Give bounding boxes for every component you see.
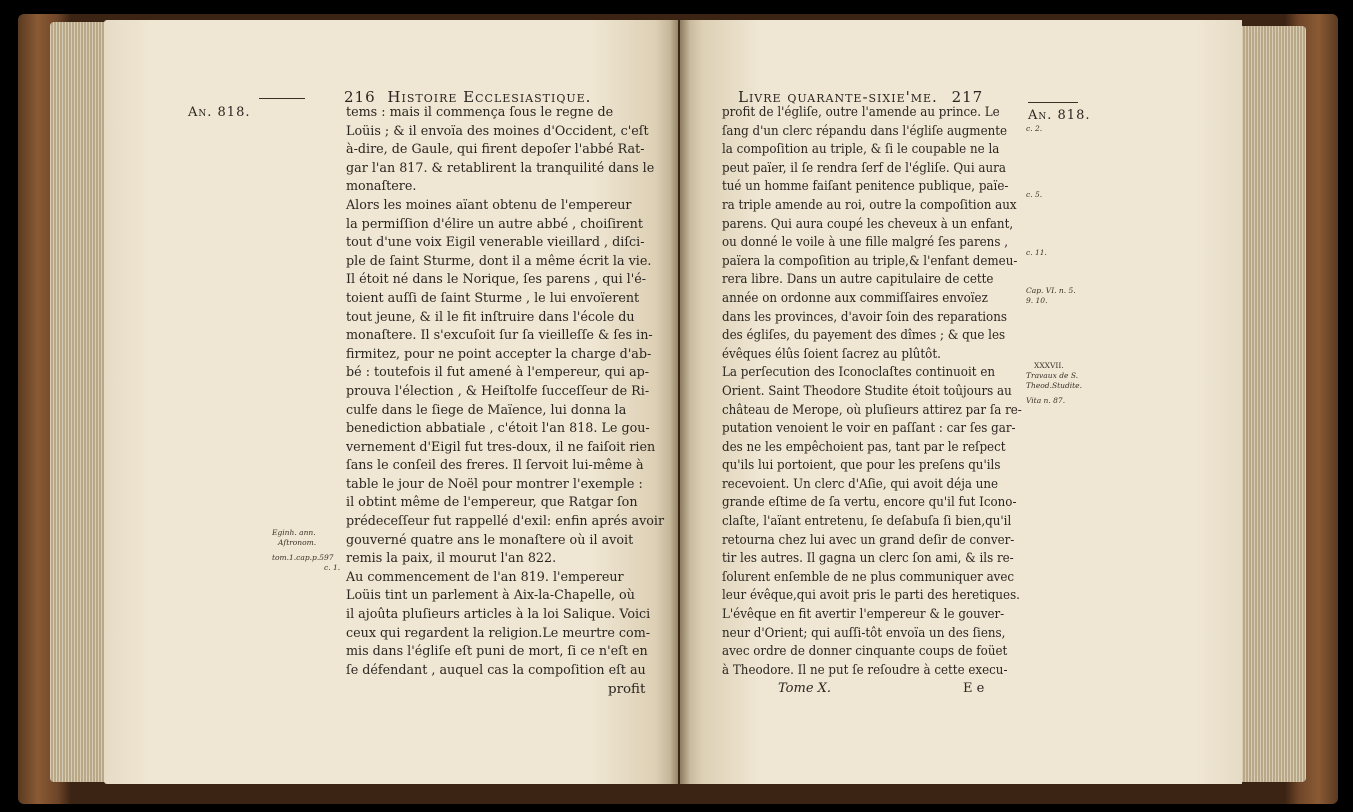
text-line: culfe dans le ſiege de Maïence, lui donna la — [346, 402, 627, 418]
text-line: la permiſſion d'élire un autre abbé , choiſirent — [346, 216, 643, 232]
text-line: Il étoit né dans le Norique, ſes parens , qui l'é- — [346, 272, 647, 288]
text-line: avec ordre de donner cinquante coups de foüet — [722, 644, 1008, 660]
text-line: prédeceſſeur fut rappellé d'exil: enfin aprés avoir — [346, 514, 665, 530]
text-line: païera la compoſition au triple,& l'enfant demeu- — [722, 253, 1018, 269]
margin-note: c. 1. — [324, 563, 341, 572]
year-label: An. 818. — [188, 105, 251, 120]
text-line: recevoient. Un clerc d'Aſie, qui avoit déja une — [722, 476, 999, 492]
margin-note: tom.1.cap.p.597 — [272, 553, 334, 562]
text-line: Orient. Saint Theodore Studite étoit toûjours au — [722, 383, 1012, 399]
text-line: monaſtere. Il s'excuſoit ſur ſa vieilleſſe & ſes in- — [346, 328, 653, 344]
text-line: il ajoûta pluſieurs articles à la loi Salique. Voici — [346, 607, 651, 623]
left-page — [104, 20, 678, 784]
text-line: benediction abbatiale , c'étoit l'an 818. Le gou- — [346, 421, 650, 437]
text-line: leur évêque,qui avoit pris le parti des heretiques. — [722, 588, 1020, 604]
margin-note: 9. 10. — [1026, 296, 1048, 305]
text-line: la compoſition au triple, & ſi le coupable ne la — [722, 142, 1000, 158]
text-line: neur d'Orient; qui auſſi-tôt envoïa un des ſiens, — [722, 625, 1006, 641]
text-line: rera libre. Dans un autre capitulaire de cette — [722, 272, 994, 288]
text-line: Loüis tint un parlement à Aix-la-Chapelle, où — [346, 588, 635, 604]
margin-note: XXXVII. — [1034, 361, 1064, 370]
text-line: il obtint même de l'empereur, que Ratgar ſon — [346, 495, 638, 511]
text-line: ple de ſaint Sturme, dont il a même écrit la vie. — [346, 253, 652, 269]
text-line: toient auſſi de ſaint Sturme , le lui envoïerent — [346, 290, 640, 306]
text-line: ceux qui regardent la religion.Le meurtre com- — [346, 625, 651, 641]
text-line: tir les autres. Il gagna un clerc ſon ami, & ils re- — [722, 551, 1014, 567]
text-line: château de Merope, où pluſieurs attirez par ſa re- — [722, 402, 1022, 418]
left-body-text — [346, 104, 681, 680]
text-line: tué un homme faiſant penitence publique, païe- — [722, 179, 1009, 195]
margin-note: c. 5. — [1026, 190, 1043, 199]
signature-mark: E e — [963, 681, 985, 696]
catchword: profit — [608, 682, 646, 697]
text-line: claſte, l'aïant entretenu, ſe deſabuſa ſi bien,qu'il — [722, 514, 1012, 530]
text-line: ſang d'un clerc répandu dans l'égliſe augmente — [722, 123, 1008, 139]
text-line: mis dans l'égliſe eſt puni de mort, ſi ce n'eſt en — [346, 644, 648, 660]
text-line: grande eſtime de ſa vertu, encore qu'il fut Icono- — [722, 495, 1017, 511]
text-line: Au commencement de l'an 819. l'empereur — [346, 569, 624, 585]
text-line: tems : mais il commença ſous le regne de — [346, 105, 614, 120]
text-line: prouva l'élection , & Heiſtolfe ſucceſſeur de Ri- — [346, 383, 650, 399]
text-line: parens. Qui aura coupé les cheveux à un enfant, — [722, 216, 1014, 232]
running-head-title: Histoire Ecclesiastique. — [387, 88, 592, 106]
header-rule — [1028, 102, 1078, 103]
text-line: retourna chez lui avec un grand deſir de conver- — [722, 532, 1015, 548]
text-line: gar l'an 817. & retablirent la tranquilité dans le — [346, 160, 655, 176]
text-line: des égliſes, du payement des dîmes ; & que les — [722, 328, 1006, 344]
page-number: 217 — [951, 88, 984, 106]
text-line: L'évêque en fit avertir l'empereur & le gouver- — [722, 607, 1005, 623]
text-line: dans les provinces, d'avoir ſoin des reparations — [722, 309, 1007, 325]
margin-note: c. 11. — [1026, 248, 1047, 257]
margin-note: Aſtronom. — [278, 538, 317, 547]
text-line: ou donné le voile à une fille malgré ſes parens , — [722, 235, 1008, 251]
header-rule — [259, 98, 305, 99]
book-gutter — [670, 20, 690, 784]
text-line: remis la paix, il mourut l'an 822. — [346, 551, 557, 567]
margin-note: Vita n. 87. — [1026, 396, 1066, 405]
text-line: évêques élûs ſoient ſacrez au plûtôt. — [722, 346, 941, 362]
text-line: table le jour de Noël pour montrer l'exemple : — [346, 476, 643, 492]
text-line: peut païer, il ſe rendra ſerf de l'égliſe. Qui aura — [722, 160, 1006, 176]
text-line: tout d'une voix Eigil venerable vieillard , diſci- — [346, 235, 645, 251]
year-label: An. 818. — [1028, 108, 1091, 123]
text-line: ſans le conſeil des freres. Il ſervoit lui-même à — [346, 458, 644, 474]
page-edges-left — [50, 22, 110, 782]
running-head-title: Livre quarante-sixie'me. — [738, 88, 938, 106]
margin-note: Theod.Studite. — [1026, 381, 1082, 390]
page-number: 216 — [344, 88, 376, 106]
text-line: vernement d'Eigil fut tres-doux, il ne faiſoit rien — [346, 439, 656, 455]
text-line: qu'ils lui portoient, que pour les preſens qu'ils — [722, 458, 1001, 474]
text-line: monaſtere. — [346, 179, 417, 195]
signature-tome: Tome X. — [778, 681, 832, 696]
text-line: profit de l'égliſe, outre l'amende au prince. Le — [722, 105, 1000, 120]
margin-note: Eginh. ann. — [272, 528, 316, 537]
page-edges-right — [1240, 26, 1306, 782]
text-line: putation venoient le voir en paſſant : car ſes gar- — [722, 421, 1016, 437]
text-line: Alors les moines aïant obtenu de l'empereur — [346, 197, 632, 213]
right-body-text — [722, 104, 1060, 680]
text-line: des ne les empêchoient pas, tant par le reſpect — [722, 439, 1006, 455]
text-line: ſolurent enſemble de ne plus communiquer avec — [722, 569, 1015, 585]
text-line: à-dire, de Gaule, qui firent depoſer l'abbé Rat- — [346, 142, 645, 158]
text-line: tout jeune, & il le fit inſtruire dans l'école du — [346, 309, 635, 325]
margin-note: Cap. VI. n. 5. — [1026, 286, 1076, 295]
text-line: année on ordonne aux commiſſaires envoïez — [722, 290, 988, 306]
text-line: firmitez, pour ne point accepter la charge d'ab- — [346, 346, 652, 362]
text-line: à Theodore. Il ne put ſe reſoudre à cette execu- — [722, 662, 1008, 678]
right-page — [680, 20, 1242, 784]
text-line: La perſecution des Iconoclaſtes continuoit en — [722, 365, 996, 381]
text-line: gouverné quatre ans le monaſtere où il avoit — [346, 532, 634, 548]
text-line: ſe défendant , auquel cas la compoſition eſt au — [346, 662, 646, 678]
margin-note: c. 2. — [1026, 124, 1043, 133]
text-line: ra triple amende au roi, outre la compoſition aux — [722, 197, 1017, 213]
margin-note: Travaux de S. — [1026, 371, 1079, 380]
text-line: Loüis ; & il envoïa des moines d'Occident, c'eſt — [346, 123, 649, 139]
text-line: bé : toutefois il fut amené à l'empereur, qui ap- — [346, 365, 650, 381]
